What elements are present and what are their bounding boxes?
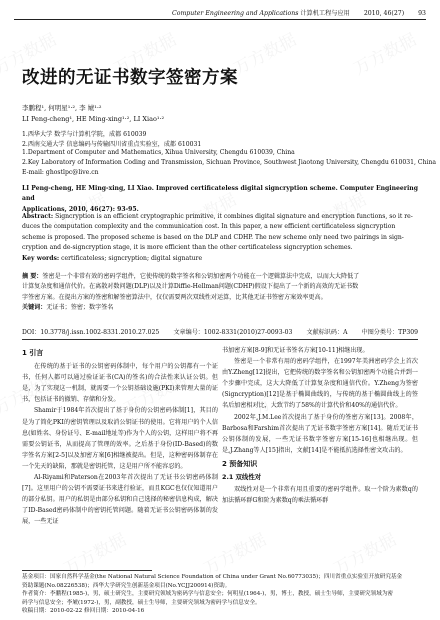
abstract-cn: 摘 要：签密是一个非常有效的密码学组件，它使传统的数字签名和公钥加密两个功能在一个逻辑算法中完成，以而大大降低了 计算复杂度和通信代价。在离散对数问题(DLP)以及计算Diffie-Hellman问题(CDHP)假设下提出了一个新的高效的无证书数 字签密方案。在提出方案的签密和解签密算法中，仅仅需要两次双线性对运算，比其他无证书签密方案效率更高。 关键词：无证书；签密；数字签名 [22, 273, 360, 312]
paragraph: 2002年,J.M.Lee首次提出了基于身份的签密方案[13]。2008年，Barbosa和Farshim首次提出了无证书数字签密方案[14]。随后无证书公钥体制的发展，一些无证书数字签密方案[15-16]也相继出现。但是,J.Zhang等人[15]指出，文献[14]是不能抵抗选择性密文攻击的。 [222, 413, 419, 454]
footnote-authors: 作者简介：李鹏程(1985-)，男，硕士研究生，主要研究领域为密码学与信息安全；何明星(1964-)，男，博士，教授，硕士生导师，主要研究领域为密 [22, 591, 394, 598]
page-number: 93 [418, 10, 426, 17]
paragraph: 签密是一个非常有用的密码学组件，在1997年美洲密码学会上首次由Y.Zheng[12]提出，它把传统的数字签名和公钥加密两个功能合并到一个步骤中完成，这大大降低了计算复杂度和通信代价。Y.Zheng为签密(Signcryption)[12]是基于椭圆曲线的，与传统的基于椭圆曲线上的签名后加密相对比，大致节约了58%的计算代价和40%的通信代价。 [222, 358, 419, 410]
author-email: E-mail: ghostlpc@live.cn [22, 169, 99, 176]
subsection-heading: 2.1 双线性对 [222, 473, 262, 482]
affiliation: 1.西华大学 数学与计算机学院，成都 610039 [22, 131, 147, 138]
article-number: 文章编号：1002-8331(2010)27-0093-03 [173, 329, 293, 336]
watermark-text [228, 26, 300, 80]
keywords-cn-label: 关键词： [22, 304, 47, 312]
clc-number: 中图分类号：TP309 [361, 329, 418, 336]
paragraph: 双线性对是一个非常有用且重要的密码学组件。取一个阶为素数q的加法循环群G和阶为素数q的乘法循环群 [222, 486, 418, 505]
doi: DOI：10.3778/j.issn.1002-8331.2010.27.025 [22, 329, 160, 336]
affiliation: 2.Key Laboratory of Information Coding and Transmission, Sichuan Province, Southwest Jiaotong University, Chengdu 610031, China [22, 159, 436, 166]
authors-en: LI Peng-cheng¹, HE Ming-xing¹·², LI Xiao¹·² [22, 115, 165, 123]
watermark-text [328, 526, 400, 580]
paragraph: 书加密方案[8-9]和无证书签名方案[10-11]相继出现。 [222, 347, 369, 354]
running-header [14, 5, 426, 20]
paragraph: Shamir于1984年首次提出了基于身份的公钥密码体制[1]，其目的是为了简化PKI的密钥管理以及取消公钥证书的使用。它将用户的个人信息(如姓名、身份证号、E-mail地址等)作为个人的公钥，这样用户将不再需要公钥证书，从而提高了管理的效率。之后基于身份(ID-Based)的数字签名方案[2-5]以及加密方案[6]相继被提出。但是，这种密码体制存在一个先天的缺陷，那就是密钥托管，这是用户所不能容忍的。 [22, 407, 219, 470]
watermark-text [58, 526, 130, 580]
footnote-divider [22, 570, 152, 571]
authors-cn: 李鹏程¹, 何明星¹·², 李 虓¹·² [22, 104, 102, 112]
footnote-authors-cont: 码学与信息安全；李虓(1972-)，男，副教授，硕士生导师，主要研究领域为密码学与信息安全。 [22, 599, 261, 606]
body-right-column [222, 345, 418, 506]
keywords-en: certificateless; signcryption; digital signature [61, 254, 203, 262]
keywords-label: Key words: [22, 254, 60, 262]
journal-name: Computer Engineering and Applications 计算机工程与应用 [171, 10, 350, 17]
footnotes [22, 573, 418, 616]
watermark-text [348, 26, 420, 80]
affiliation: 2.西南交通大学 信息编码与传输四川省重点实验室，成都 610031 [22, 141, 202, 148]
paragraph: Al-Riyami和Paterson在2003年首次提出了无证书公钥密码体制[7]。这里用户的公钥不需要证书来进行验证，而且KGC也仅仅知道用户的部分私钥。用户的私钥是由部分私钥和自己选择的秘密信息构成，解决了ID-Based密码体制中的密钥托管问题。随着无证书公钥密码体制的发展，一些无证 [22, 474, 219, 526]
section-heading: 1 引言 [22, 349, 44, 357]
body-left-column [22, 345, 218, 528]
document-code: 文献标识码：A [306, 329, 348, 336]
footnote-funding-cont: 资助课题(No.08226538)；西华大学研究生创新基金项目(No.YCJJ200914)资助。 [22, 582, 231, 589]
abstract-cn-label: 摘 要： [22, 273, 43, 280]
footnote-dates: 收稿日期：2010-02-22 修回日期：2010-04-16 [22, 608, 145, 615]
watermark-text [198, 526, 270, 580]
footnote-funding: 基金项目：国家自然科学基金(the National Natural Science Foundation of China under Grant No.60773035)；四川省重点实验室开放研究基金 [22, 574, 403, 580]
divider [22, 339, 418, 340]
article-meta [22, 327, 418, 336]
affiliation: 1.Department of Computer and Mathematics, Xihua University, Chengdu 610039, China [22, 149, 295, 156]
paper-title: 改进的无证书数字签密方案 [22, 68, 238, 88]
section-heading: 2 预备知识 [222, 459, 258, 468]
paragraph: 在传统的基于证书的公钥密码体制中，每个用户的公钥都有一个证书，任何人都可以通过验证证书(CA)的签名)的合法性来认证公钥。但是，为了实现这一机制，就需要一个公钥基础设施(PKI)来管理大量的证书，包括证书的撤销、存储和分发。 [22, 363, 219, 404]
abstract-en: Abstract: Signcryption is an efficient cryptographic primitive, it combines digital signature and encryption functions, so it re- duces the computation complexity and the communication cost. In this paper, a new efficient certificateless signcryption scheme is proposed. The proposed scheme is based on the DLP and CDHP. The new scheme only need two pairings in sign- cryption and de-signcryption stage, it is more efficient than the other certificateless signcryption schemes. Key words: certificateless; signcryption; digital signature [22, 213, 413, 262]
keywords-cn: 无证书；签密；数字签名 [46, 304, 114, 312]
citation: LI Peng-cheng, HE Ming-xing, LI Xiao. Improved certificateless digital signcryption scheme. Computer Engineering and Applications, 2010, 46(27): 93-95. [22, 185, 418, 213]
abstract-label: Abstract: [22, 213, 54, 220]
issue-number: 2010, 46(27) [363, 10, 405, 17]
